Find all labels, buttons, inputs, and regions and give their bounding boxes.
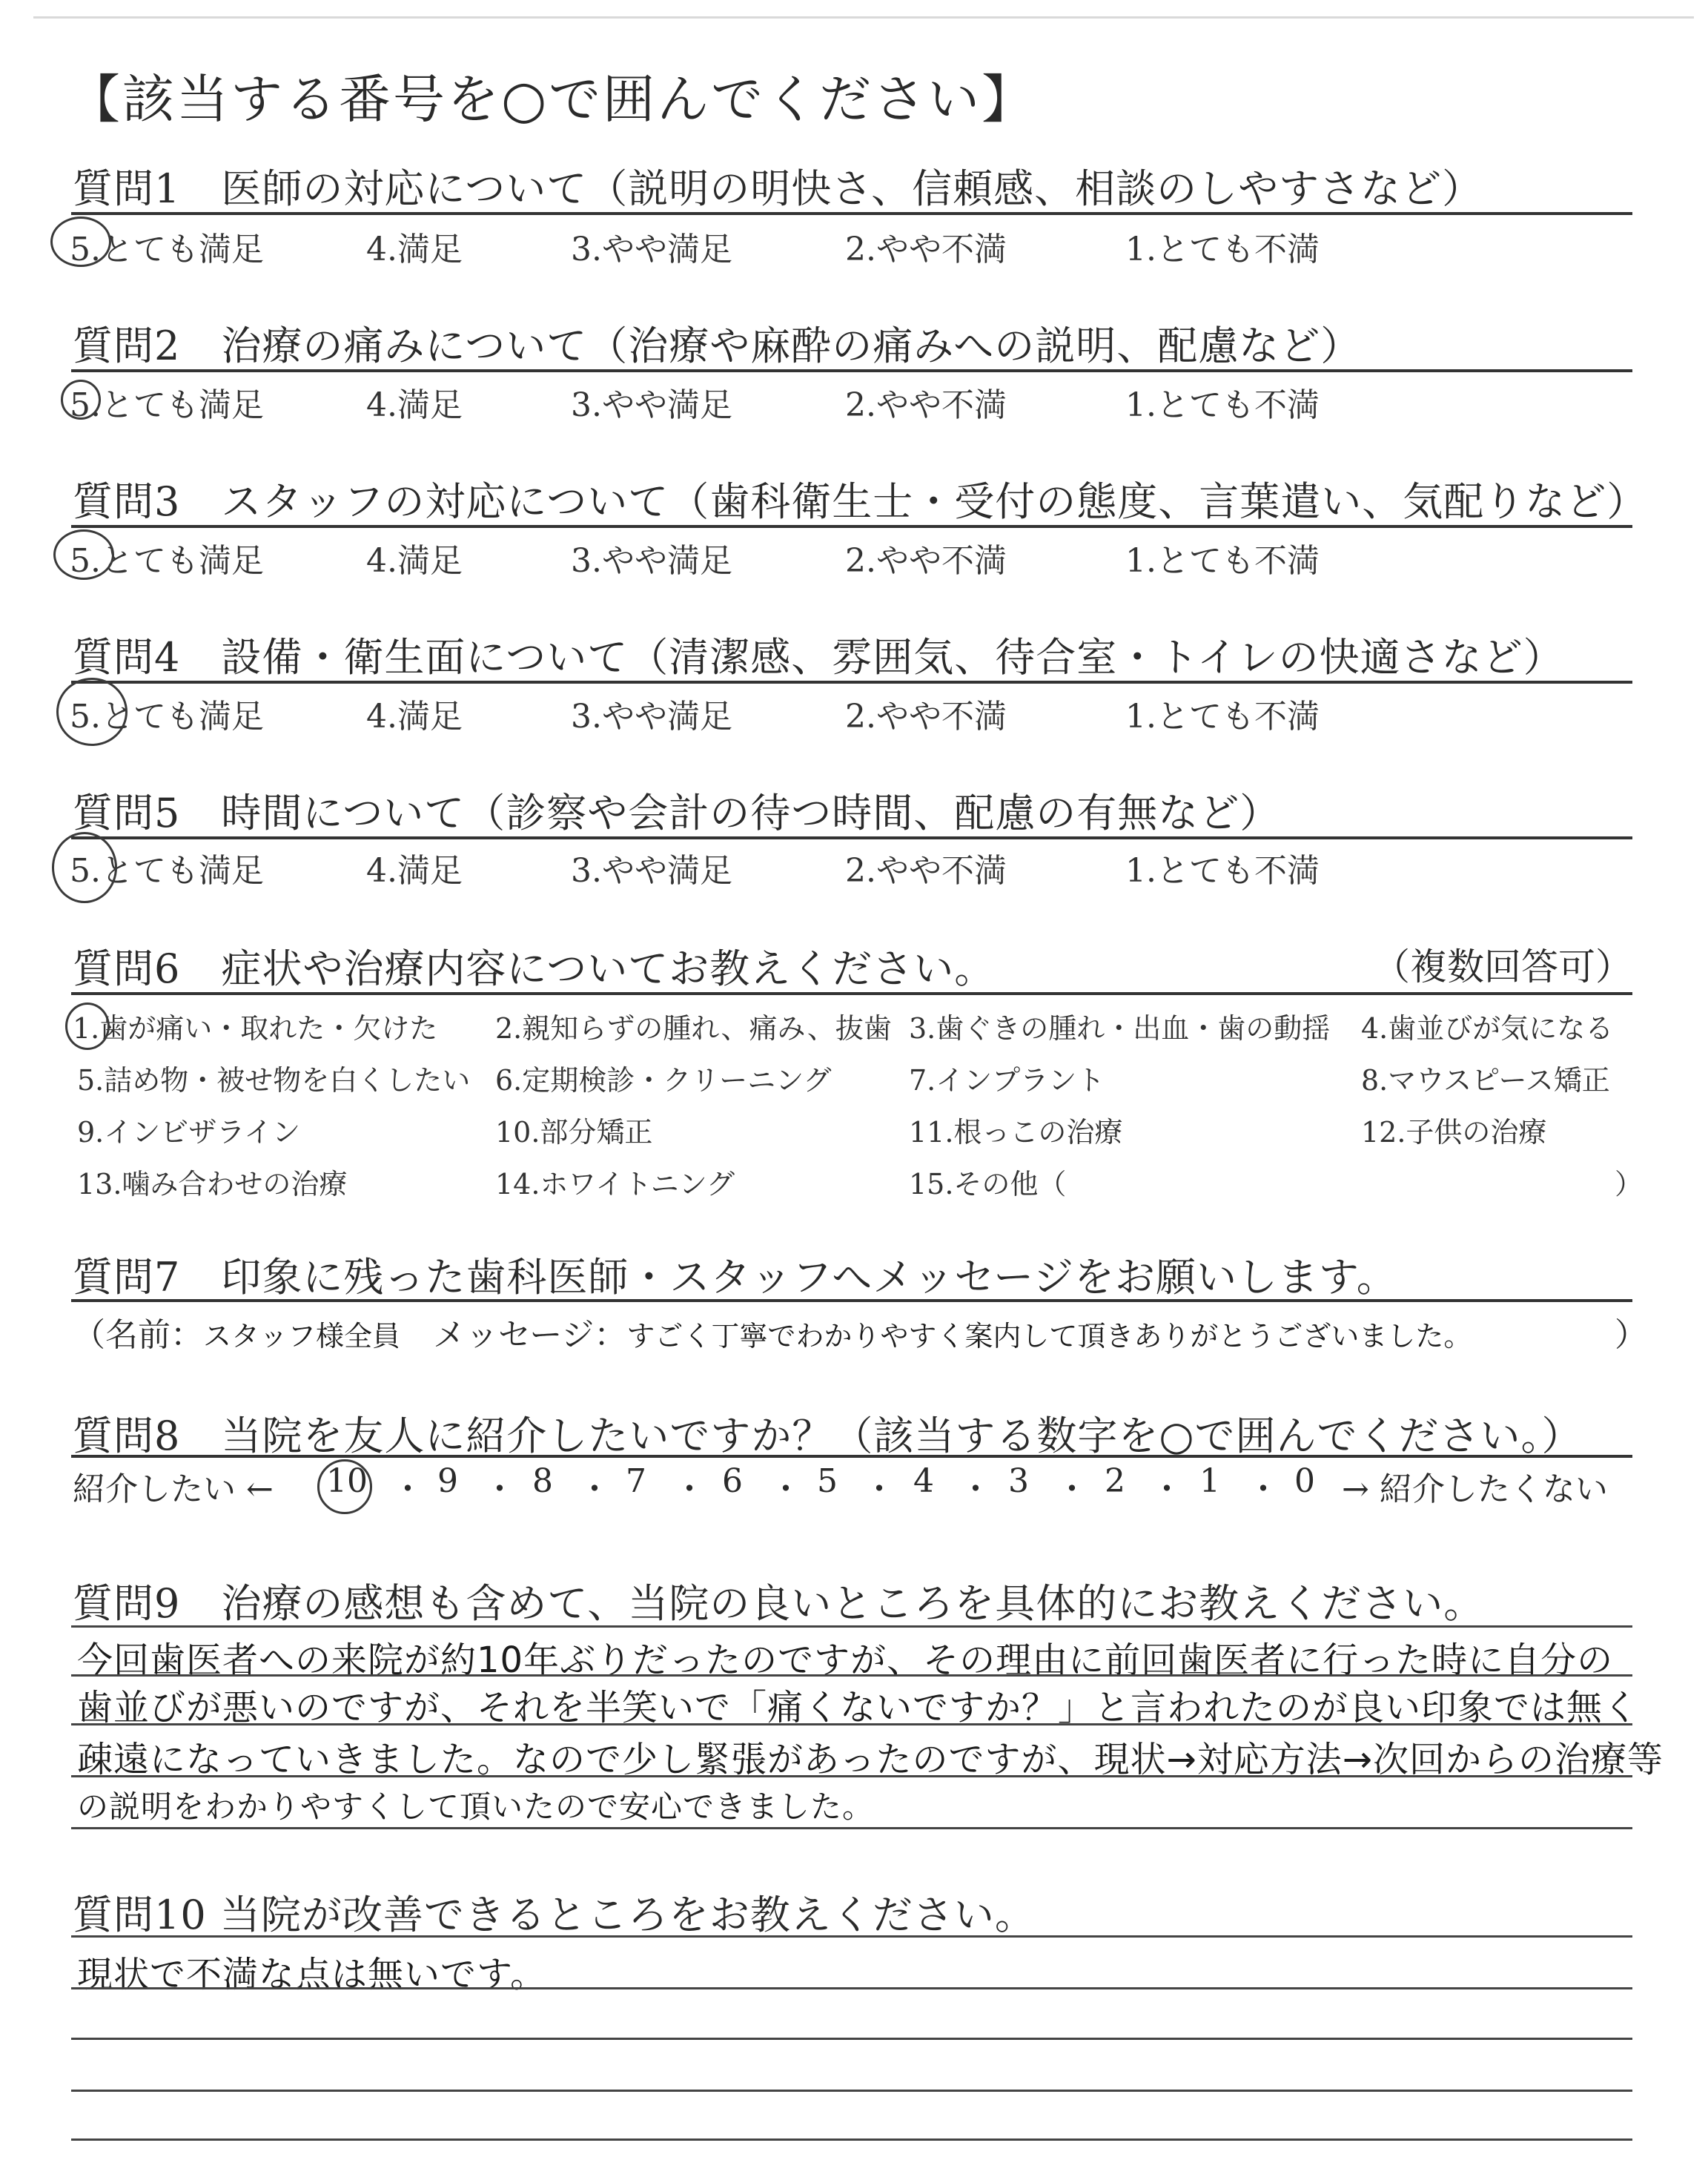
q9-writing-line bbox=[71, 1827, 1632, 1829]
q3-option-5[interactable]: 5.とても満足 bbox=[70, 542, 264, 580]
question-7-rule bbox=[71, 1299, 1632, 1302]
q8-selection-circle bbox=[317, 1459, 372, 1514]
question-2-rule bbox=[71, 369, 1632, 372]
instruction-heading: 【該当する番号を○で囲んでください】 bbox=[68, 69, 1036, 130]
q8-scale-2[interactable]: 2 bbox=[1105, 1462, 1125, 1500]
q4-option-5[interactable]: 5.とても満足 bbox=[70, 698, 264, 736]
question-9-rule bbox=[71, 1625, 1632, 1628]
q8-dot: ・ bbox=[1056, 1470, 1088, 1508]
q8-scale-10[interactable]: 10 bbox=[326, 1462, 368, 1500]
q8-scale-3[interactable]: 3 bbox=[1008, 1462, 1029, 1500]
q9-answer-line-1[interactable]: 今回歯医者への来院が約10年ぶりだったのですが、その理由に前回歯医者に行った時に自分の bbox=[77, 1639, 1614, 1681]
question-6-title: 質問6 症状や治療内容についてお教えください。 bbox=[73, 945, 996, 992]
q9-answer-line-4[interactable]: の説明をわかりやすくして頂いたので安心できました。 bbox=[77, 1789, 875, 1825]
q7-message-label: メッセージ： bbox=[433, 1316, 627, 1354]
q1-option-2[interactable]: 2.やや不満 bbox=[845, 231, 1007, 268]
q10-answer-line-1[interactable]: 現状で不満な点は無いです。 bbox=[77, 1954, 547, 1995]
question-6-note: （複数回答可） bbox=[1373, 945, 1632, 988]
q3-option-4[interactable]: 4.満足 bbox=[366, 542, 463, 580]
q8-scale-6[interactable]: 6 bbox=[722, 1462, 743, 1500]
q8-right-label: → 紹介したくない bbox=[1342, 1470, 1608, 1508]
q9-writing-line bbox=[71, 1775, 1632, 1777]
q6-option-4[interactable]: 4.歯並びが気になる bbox=[1361, 1012, 1614, 1045]
q6-option-8[interactable]: 8.マウスピース矯正 bbox=[1361, 1064, 1610, 1097]
q6-option-15-close: ） bbox=[1615, 1168, 1644, 1200]
q1-option-5[interactable]: 5.とても満足 bbox=[70, 231, 264, 268]
q8-dot: ・ bbox=[483, 1470, 516, 1508]
question-1-rule bbox=[71, 212, 1632, 215]
q7-message-value[interactable]: すごく丁寧でわかりやすく案内して頂きありがとうございました。 bbox=[626, 1320, 1472, 1353]
q3-option-1[interactable]: 1.とても不満 bbox=[1125, 542, 1320, 580]
top-edge-line bbox=[33, 16, 1694, 19]
q5-selection-circle bbox=[52, 832, 117, 903]
q3-selection-circle bbox=[53, 529, 114, 580]
question-5-rule bbox=[71, 836, 1632, 839]
question-6-rule bbox=[71, 992, 1632, 995]
q2-selection-circle bbox=[61, 380, 101, 420]
q8-scale-1[interactable]: 1 bbox=[1199, 1462, 1220, 1500]
question-8-title: 質問8 当院を友人に紹介したいですか？（該当する数字を○で囲んでください。） bbox=[73, 1413, 1583, 1459]
question-9-title: 質問9 治療の感想も含めて、当院の良いところを具体的にお教えください。 bbox=[73, 1580, 1485, 1627]
question-2-title: 質問2 治療の痛みについて（治療や麻酔の痛みへの説明、配慮など） bbox=[73, 323, 1362, 369]
q4-option-2[interactable]: 2.やや不満 bbox=[845, 698, 1007, 736]
q4-option-3[interactable]: 3.やや満足 bbox=[571, 698, 732, 736]
question-4-rule bbox=[71, 681, 1632, 684]
q2-option-3[interactable]: 3.やや満足 bbox=[571, 386, 732, 424]
q6-option-6[interactable]: 6.定期検診・クリーニング bbox=[495, 1064, 832, 1097]
q8-scale-5[interactable]: 5 bbox=[817, 1462, 838, 1500]
q8-left-label: 紹介したい ← bbox=[73, 1470, 274, 1508]
q6-option-13[interactable]: 13.噛み合わせの治療 bbox=[77, 1168, 348, 1200]
q8-dot: ・ bbox=[863, 1470, 896, 1508]
q8-dot: ・ bbox=[578, 1470, 611, 1508]
q6-option-12[interactable]: 12.子供の治療 bbox=[1361, 1116, 1547, 1149]
question-10-rule bbox=[71, 1935, 1632, 1938]
q8-scale-9[interactable]: 9 bbox=[437, 1462, 458, 1500]
q8-scale-0[interactable]: 0 bbox=[1294, 1462, 1315, 1500]
q8-dot: ・ bbox=[391, 1470, 424, 1508]
question-3-title: 質問3 スタッフの対応について（歯科衛生士・受付の態度、言葉遣い、気配りなど） bbox=[73, 478, 1648, 525]
q5-option-1[interactable]: 1.とても不満 bbox=[1125, 852, 1320, 890]
question-1-title: 質問1 医師の対応について（説明の明快さ、信頼感、相談のしやすさなど） bbox=[73, 165, 1483, 212]
q1-selection-circle bbox=[50, 217, 111, 267]
q6-option-14[interactable]: 14.ホワイトニング bbox=[495, 1168, 735, 1200]
q7-message-row bbox=[73, 1308, 1472, 1355]
question-4-title: 質問4 設備・衛生面について（清潔感、雰囲気、待合室・トイレの快適さなど） bbox=[73, 634, 1564, 681]
q8-dot: ・ bbox=[959, 1470, 992, 1508]
q8-dot: ・ bbox=[1151, 1470, 1183, 1508]
q6-option-2[interactable]: 2.親知らずの腫れ、痛み、抜歯 bbox=[495, 1012, 892, 1045]
q7-name-label: （名前： bbox=[73, 1316, 203, 1354]
q6-option-1[interactable]: 1.歯が痛い・取れた・欠けた bbox=[73, 1012, 438, 1045]
q10-writing-line bbox=[71, 2138, 1632, 2141]
q6-option-15[interactable]: 15.その他（ bbox=[909, 1168, 1067, 1200]
q1-option-4[interactable]: 4.満足 bbox=[366, 231, 463, 268]
q5-option-4[interactable]: 4.満足 bbox=[366, 852, 463, 890]
q6-option-9[interactable]: 9.インビザライン bbox=[77, 1116, 301, 1149]
q7-close-paren: ） bbox=[1615, 1316, 1647, 1354]
q3-option-3[interactable]: 3.やや満足 bbox=[571, 542, 732, 580]
question-7-title: 質問7 印象に残った歯科医師・スタッフへメッセージをお願いします。 bbox=[73, 1254, 1397, 1301]
q10-writing-line bbox=[71, 2038, 1632, 2040]
q1-option-1[interactable]: 1.とても不満 bbox=[1125, 231, 1320, 268]
q8-dot: ・ bbox=[1247, 1470, 1280, 1508]
q6-option-5[interactable]: 5.詰め物・被せ物を白くしたい bbox=[77, 1064, 471, 1097]
q6-option-10[interactable]: 10.部分矯正 bbox=[495, 1116, 653, 1149]
q8-scale-7[interactable]: 7 bbox=[626, 1462, 646, 1500]
q9-writing-line bbox=[71, 1723, 1632, 1725]
q5-option-5[interactable]: 5.とても満足 bbox=[70, 852, 264, 890]
q2-option-1[interactable]: 1.とても不満 bbox=[1125, 386, 1320, 424]
q8-scale-8[interactable]: 8 bbox=[532, 1462, 553, 1500]
q6-option-7[interactable]: 7.インプラント bbox=[909, 1064, 1105, 1097]
q3-option-2[interactable]: 2.やや不満 bbox=[845, 542, 1007, 580]
q2-option-2[interactable]: 2.やや不満 bbox=[845, 386, 1007, 424]
q10-writing-line bbox=[71, 1987, 1632, 1989]
q6-option-3[interactable]: 3.歯ぐきの腫れ・出血・歯の動揺 bbox=[909, 1012, 1331, 1045]
q2-option-4[interactable]: 4.満足 bbox=[366, 386, 463, 424]
q9-writing-line bbox=[71, 1674, 1632, 1677]
q10-writing-line bbox=[71, 2090, 1632, 2092]
question-8-rule bbox=[71, 1455, 1632, 1458]
question-10-title: 質問10 当院が改善できるところをお教えください。 bbox=[73, 1892, 1036, 1938]
q4-option-1[interactable]: 1.とても不満 bbox=[1125, 698, 1320, 736]
q7-name-value[interactable]: スタッフ様全員 bbox=[203, 1320, 401, 1353]
q4-option-4[interactable]: 4.満足 bbox=[366, 698, 463, 736]
q6-selection-circle bbox=[65, 1003, 110, 1050]
q9-answer-line-2[interactable]: 歯並びが悪いのですが、それを半笑いで「痛くないですか？」と言われたのが良い印象では無く bbox=[77, 1687, 1640, 1728]
q8-scale-4[interactable]: 4 bbox=[913, 1462, 934, 1500]
q5-option-3[interactable]: 3.やや満足 bbox=[571, 852, 732, 890]
q9-answer-line-3[interactable]: 疎遠になっていきました。なので少し緊張があったのですが、現状→対応方法→次回からの治療等 bbox=[77, 1739, 1664, 1780]
q8-dot: ・ bbox=[769, 1470, 802, 1508]
q2-option-5[interactable]: 5.とても満足 bbox=[70, 386, 264, 424]
q1-option-3[interactable]: 3.やや満足 bbox=[571, 231, 732, 268]
q8-dot: ・ bbox=[673, 1470, 706, 1508]
q5-option-2[interactable]: 2.やや不満 bbox=[845, 852, 1007, 890]
question-5-title: 質問5 時間について（診察や会計の待つ時間、配慮の有無など） bbox=[73, 790, 1281, 836]
q4-selection-circle bbox=[56, 678, 128, 746]
question-3-rule bbox=[71, 525, 1632, 528]
q6-option-11[interactable]: 11.根っこの治療 bbox=[909, 1116, 1123, 1149]
